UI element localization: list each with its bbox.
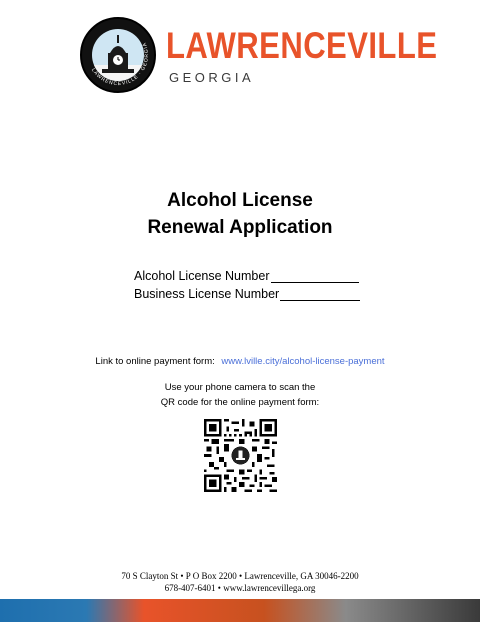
footer-address: 70 S Clayton St • P O Box 2200 • Lawrenceville, GA 30046-2200 bbox=[121, 571, 359, 581]
field-label: Business License Number bbox=[134, 287, 280, 301]
fill-in-blank[interactable] bbox=[271, 268, 359, 283]
footer-contact: 678-407-6401 • www.lawrencevillega.org bbox=[164, 583, 316, 593]
business-license-number-field[interactable] bbox=[134, 286, 360, 301]
state-name-wordmark: GEORGIA bbox=[169, 70, 255, 85]
seal-ring bbox=[80, 17, 156, 93]
city-name-wordmark: LAWRENCEVILLE bbox=[166, 25, 438, 66]
scan-instruction-line1: Use your phone camera to scan the bbox=[164, 382, 316, 393]
footer-decorative-stripe bbox=[0, 599, 480, 622]
document-title-line1: Alcohol License bbox=[167, 190, 313, 211]
payment-link[interactable]: www.lville.city/alcohol-license-payment bbox=[221, 356, 385, 367]
city-seal-logo bbox=[80, 17, 156, 93]
payment-link-label: Link to online payment form: bbox=[95, 356, 215, 367]
fill-in-blank[interactable] bbox=[280, 286, 360, 301]
payment-link-line bbox=[0, 356, 480, 367]
field-label: Alcohol License Number bbox=[134, 269, 270, 283]
qr-code-icon[interactable] bbox=[204, 419, 277, 492]
document-title-line2: Renewal Application bbox=[147, 217, 333, 238]
scan-instruction-line2: QR code for the online payment form: bbox=[160, 397, 320, 408]
alcohol-license-number-field[interactable] bbox=[134, 268, 359, 283]
svg-text:LAWRENCEVILLE · GEORGIA bbox=[90, 41, 150, 87]
seal-text: LAWRENCEVILLE · GEORGIA bbox=[89, 41, 151, 88]
